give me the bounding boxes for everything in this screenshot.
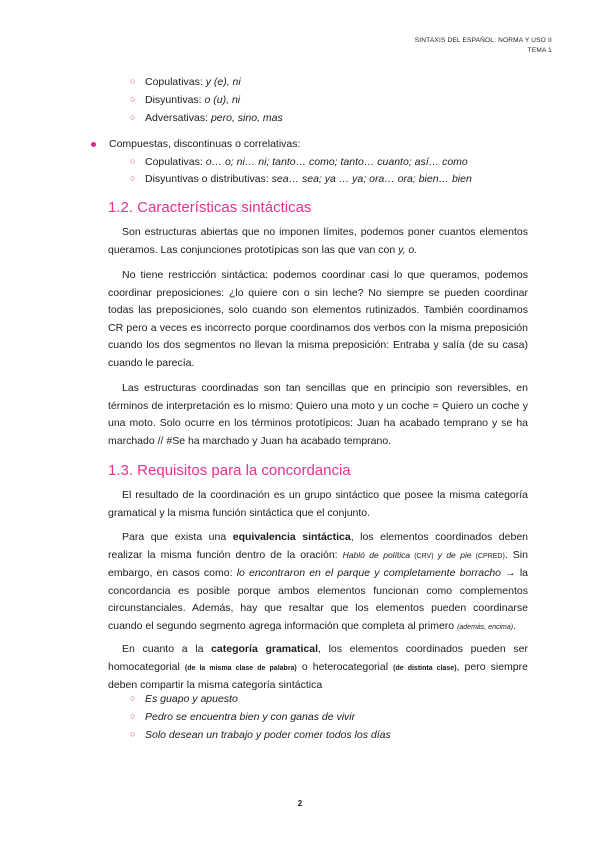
header-course: SINTAXIS DEL ESPAÑOL: NORMA Y USO II bbox=[414, 37, 552, 44]
list-item: Disyuntivas: o (u), ni bbox=[145, 94, 241, 106]
circle-bullet-icon: ○ bbox=[130, 173, 136, 183]
list-item: Copulativas: y (e), ni bbox=[145, 76, 241, 88]
paragraph: El resultado de la coordinación es un grupo sintáctico que posee la misma categoría gramatical y la misma función sintáctica que el conjunto. bbox=[108, 489, 528, 519]
section-heading: 1.2. Características sintácticas bbox=[108, 199, 312, 216]
circle-bullet-icon: ○ bbox=[130, 112, 136, 122]
list-item: Compuestas, discontinuas o correlativas: bbox=[109, 138, 301, 150]
paragraph: Para que exista una equivalencia sintáctica, los elementos coordinados deben realizar la misma función dentro de la oración: Habló de política (CRV) y de pie (CPRED). Sin embargo, en casos como: lo encontraron en el parque y completamente borracho → la concordancia es posible porque ambos elementos funcionan como complementos circunstanciales. Además, hay que resaltar que los elementos pueden coordinarse cuando el segundo segmento agrega información que completa al primero (además, encima). bbox=[108, 531, 529, 632]
list-item: Copulativas: o… o; ni… ni; tanto… como; tanto… cuanto; así… como bbox=[145, 156, 468, 168]
circle-bullet-icon: ○ bbox=[130, 76, 136, 86]
page-header bbox=[415, 36, 552, 56]
page-number: 2 bbox=[297, 799, 303, 808]
list-item: Pedro se encuentra bien y con ganas de vivir bbox=[145, 711, 356, 723]
list-item: Es guapo y apuesto bbox=[145, 693, 238, 705]
paragraph: Son estructuras abiertas que no imponen límites, podemos poner cuantos elementos queramos. Las conjunciones prototípicas son las que van con y, o. bbox=[108, 226, 528, 256]
list-item: Disyuntivas o distributivas: sea… sea; ya … ya; ora… ora; bien… bien bbox=[145, 173, 472, 185]
disc-bullet-icon bbox=[91, 142, 96, 147]
paragraph: Las estructuras coordinadas son tan sencillas que en principio son reversibles, en términos de interpretación es lo mismo: Quiero una moto y un coche = Quiero un coche y una moto. Solo ocurre en los términos prototípicos: Juan ha acabado temprano y se ha marchado // #Se ha marchado y Juan ha acabado temprano. bbox=[108, 382, 528, 447]
section-heading: 1.3. Requisitos para la concordancia bbox=[108, 462, 351, 479]
circle-bullet-icon: ○ bbox=[130, 156, 136, 166]
list-item: Adversativas: pero, sino, mas bbox=[145, 112, 283, 124]
circle-bullet-icon: ○ bbox=[130, 693, 136, 703]
header-unit: TEMA 1 bbox=[527, 47, 552, 54]
list-item: Solo desean un trabajo y poder comer todos los días bbox=[145, 729, 391, 741]
circle-bullet-icon: ○ bbox=[130, 729, 136, 739]
paragraph: En cuanto a la categoría gramatical, los elementos coordinados pueden ser homocategorial (de la misma clase de palabra) o heterocategorial (de distinta clase), pero siempre deben compartir la misma categoría sintáctica bbox=[108, 643, 528, 691]
circle-bullet-icon: ○ bbox=[130, 711, 136, 721]
circle-bullet-icon: ○ bbox=[130, 94, 136, 104]
paragraph: No tiene restricción sintáctica: podemos coordinar casi lo que queramos, podemos coordinar preposiciones: ¿lo quiere con o sin leche? No siempre se pueden coordinar todas las preposiciones, solo cuando son elementos rutinizados. También coordinamos CR pero a veces es incorrecto porque coordinamos dos verbos con la misma preposición cuando los dos segmentos no llevan la misma preposición: Entraba y salía (de su casa) cuando le parecía. bbox=[108, 269, 528, 369]
